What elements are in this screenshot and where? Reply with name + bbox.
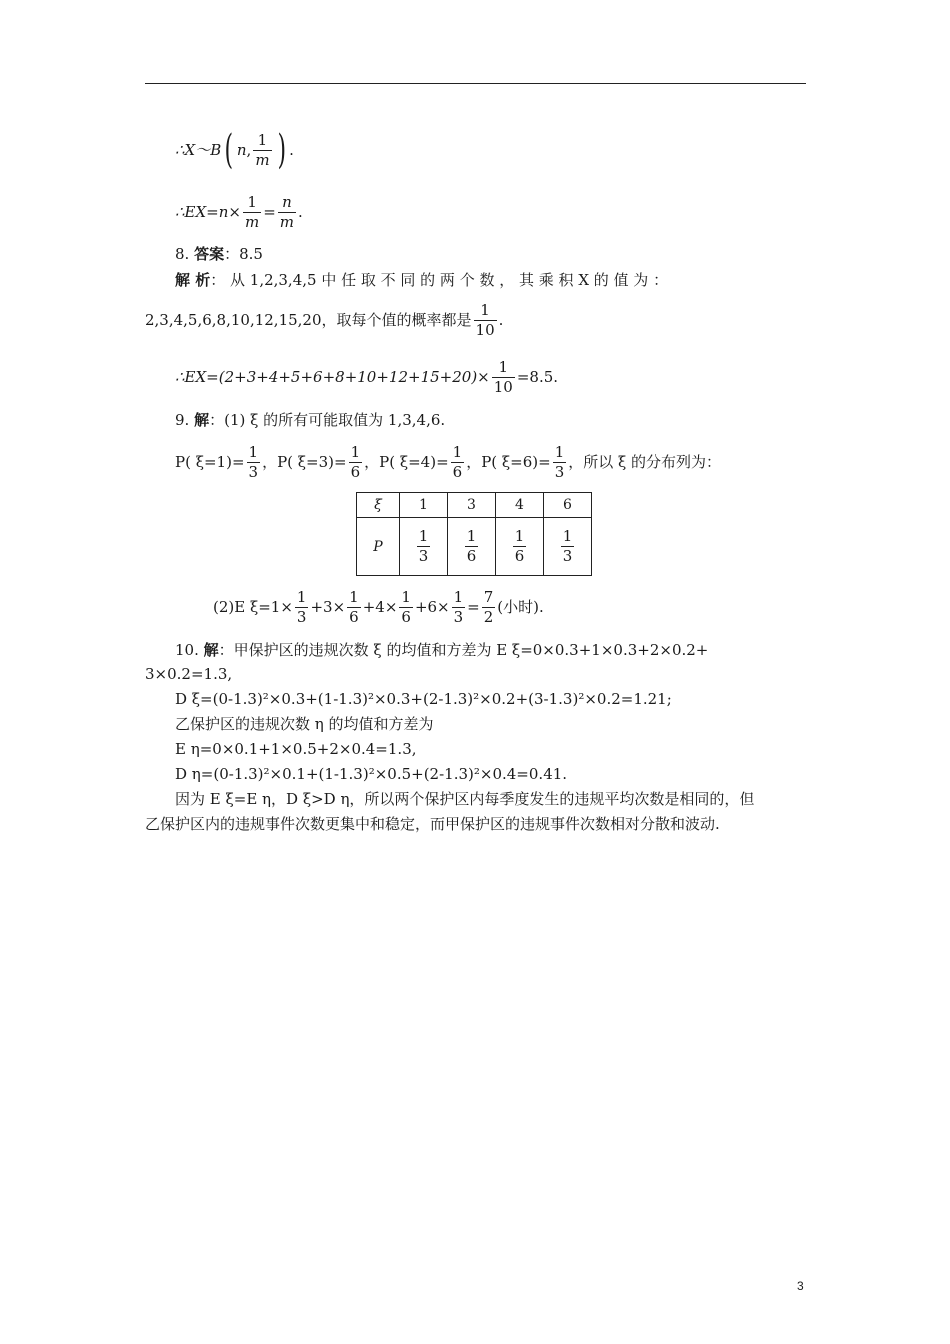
table-cell: 4 [496, 493, 544, 518]
q8-answer: 8. 答案：8.5 [175, 245, 263, 263]
q10-line4: 乙保护区的违规次数 η 的均值和方差为 [175, 715, 434, 733]
table-cell: $\frac{1}{3}$ [544, 518, 592, 576]
fraction: $\frac{1}{m}$ [255, 130, 270, 169]
q10-line2: 3×0.2=1.3, [145, 665, 233, 683]
table-cell: $\frac{1}{6}$ [496, 518, 544, 576]
table-row [357, 493, 592, 518]
q8-values-line: 2,3,4,5,6,8,10,12,15,20，取每个值的概率都是 $\frac{1}{10}$ . [145, 300, 504, 339]
distribution-table [356, 492, 592, 576]
fraction: $\frac{1}{6}$ [350, 442, 361, 481]
table-cell: $\frac{1}{3}$ [400, 518, 448, 576]
fraction: $\frac{1}{m}$ [244, 192, 260, 231]
fraction: $\frac{7}{2}$ [483, 587, 494, 626]
fraction: $\frac{1}{6}$ [349, 587, 359, 626]
table-cell: ξ [357, 493, 400, 518]
left-paren: ( [224, 127, 234, 173]
fraction: $\frac{n}{m}$ [279, 192, 295, 231]
fraction: $\frac{1}{3}$ [248, 442, 259, 481]
fraction: $\frac{1}{6}$ [452, 442, 463, 481]
table-cell: 1 [400, 493, 448, 518]
q10-line5: E η=0×0.1+1×0.5+2×0.4=1.3, [175, 740, 417, 758]
q10-line8: 乙保护区内的违规事件次数更集中和稳定，而甲保护区的违规事件次数相对分散和波动. [145, 815, 720, 833]
fraction: $\frac{1}{3}$ [453, 587, 464, 626]
q9-part1: 9. 解：(1) ξ 的所有可能取值为 1,3,4,6. [175, 411, 446, 429]
binomial-line: ∴X～B ( n , $\frac{1}{m}$ ) . [175, 127, 294, 173]
fraction: $\frac{1}{6}$ [401, 587, 411, 626]
fraction: $\frac{1}{3}$ [554, 442, 565, 481]
fraction: $\frac{1}{10}$ [475, 300, 495, 339]
q10-line7: 因为 E ξ=E η，D ξ>D η，所以两个保护区内每季度发生的违规平均次数是相同的，但 [175, 790, 755, 808]
q8-analysis: 解 析： 从 1,2,3,4,5 中 任 取 不 同 的 两 个 数 ， 其 乘 积 X 的 值 为 ： [175, 271, 669, 289]
page-number: 3 [797, 1279, 804, 1293]
right-paren: ) [277, 127, 286, 173]
q10-line6: D η=(0-1.3)²×0.1+(1-1.3)²×0.5+(2-1.3)²×0.4=0.41. [175, 765, 568, 783]
expectation-line: ∴EX=n× $\frac{1}{m}$ = $\frac{n}{m}$ . [175, 192, 303, 231]
q9-part2: (2)E ξ=1× $\frac{1}{3}$ +3× $\frac{1}{6}$ +4× $\frac{1}{6}$ +6× $\frac{1}{3}$ = $\frac{7}{2}$ (小时). [213, 587, 544, 626]
q9-probabilities: P( ξ=1)= $\frac{1}{3}$ ，P( ξ=3)= $\frac{1}{6}$ ，P( ξ=4)= $\frac{1}{6}$ ，P( ξ=6)= $\frac{1}{3}$ ，所以 ξ 的分布列为： [175, 442, 722, 481]
q10-line1: 10. 解：甲保护区的违规次数 ξ 的均值和方差为 E ξ=0×0.3+1×0.3+2×0.2+ [175, 641, 709, 659]
fraction: $\frac{1}{3}$ [296, 587, 307, 626]
table-cell: P [357, 518, 400, 576]
fraction: $\frac{1}{10}$ [493, 357, 513, 396]
q8-expectation: ∴EX=(2+3+4+5+6+8+10+12+15+20)× $\frac{1}{10}$ =8.5. [175, 357, 559, 396]
table-cell: 6 [544, 493, 592, 518]
header-rule [145, 83, 806, 84]
table-cell: 3 [448, 493, 496, 518]
table-cell: $\frac{1}{6}$ [448, 518, 496, 576]
q10-line3: D ξ=(0-1.3)²×0.3+(1-1.3)²×0.3+(2-1.3)²×0.2+(3-1.3)²×0.2=1.21; [175, 690, 672, 708]
table-row [357, 518, 592, 576]
